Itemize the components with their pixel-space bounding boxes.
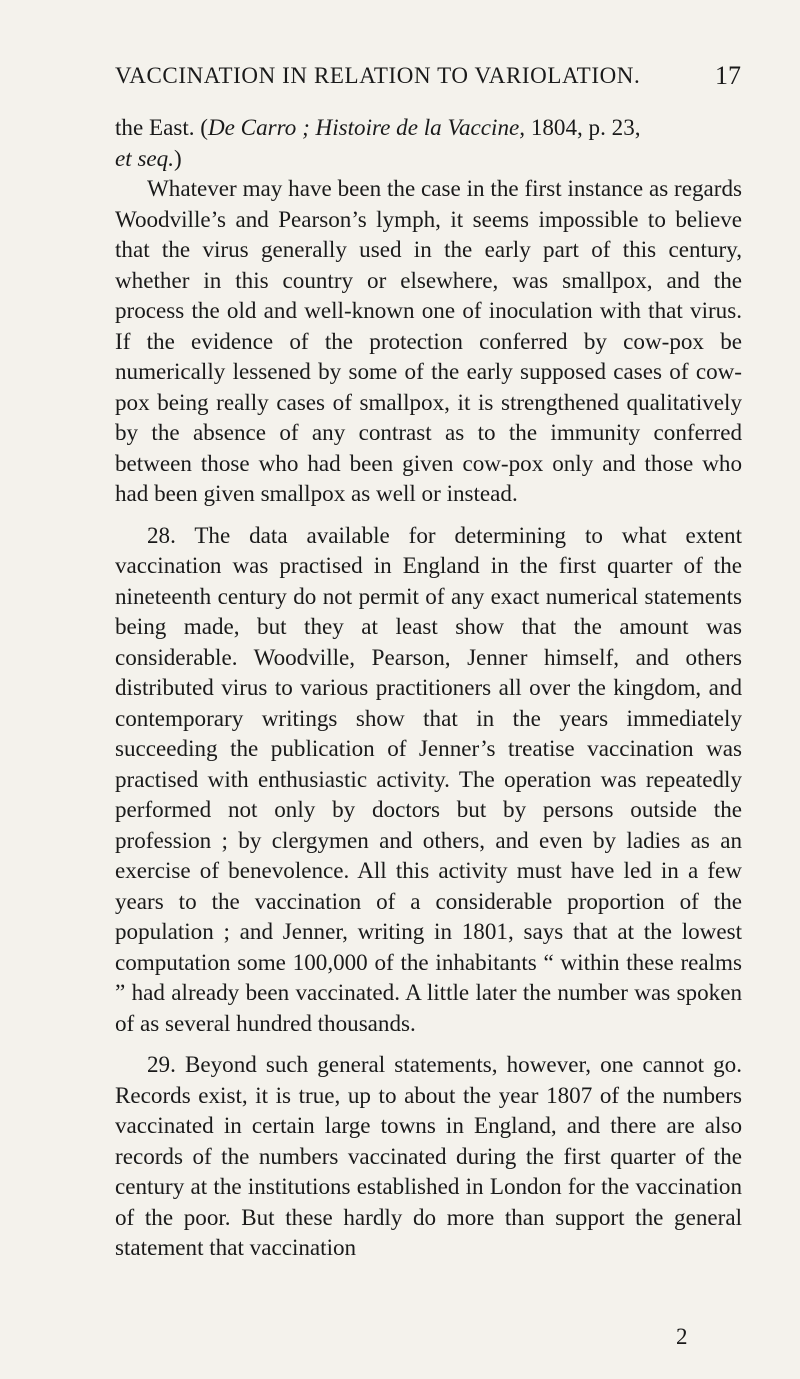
page-number: 17 <box>715 61 741 90</box>
running-title: VACCINATION IN RELATION TO VARIOLATION. <box>115 63 641 88</box>
paragraph-whatever: Whatever may have been the case in the first instance as regards Woodville’s and Pearson’s lymph, it seems impossible to believe that the virus generally used in the early part of this century, whether in this country or elsewhere, was smallpox, and the process the old and well-known one of inoculation with that virus. If the evidence of the protection conferred by cow-pox be numerically lessened by some of the early supposed cases of cow-pox being really cases of smallpox, it is strengthened qualitatively by the absence of any contrast as to the immunity conferred between those who had been given cow-pox only and those who had been given smallpox as well or instead. <box>115 175 742 506</box>
continuation-text <box>115 112 742 173</box>
paragraph-29: 29. Beyond such general statements, however, one cannot go. Records exist, it is true, up to about the year 1807 of the numbers vaccinated in certain large towns in England, and there are also records of the numbers vaccinated during the first quarter of the century at the institutions established in London for the vaccination of the poor. But these hardly do more than support the general statement that vaccination <box>115 1051 742 1260</box>
continuation-pre: the East. ( <box>115 114 208 140</box>
continuation-post: ) <box>174 144 182 171</box>
et-seq: et seq. <box>115 144 174 171</box>
citation-details: 1804, p. 23, <box>525 114 641 140</box>
running-head <box>115 63 741 95</box>
signature-mark: 2 <box>676 1324 688 1349</box>
body-text <box>115 112 742 1263</box>
paragraph-28: 28. The data available for determining to what extent vaccination was practised in England in the first quarter of the nineteenth century do not permit of any exact numerical statements being made, but they at least show that the amount was considerable. Woodville, Pearson, Jenner himself, and others distributed virus to various practitioners all over the kingdom, and contemporary writings show that in the years immediately succeeding the publication of Jenner’s treatise vaccination was practised with enthusiastic activity. The operation was repeatedly performed not only by doctors but by persons outside the profession ; by clergymen and others, and even by ladies as an exercise of benevolence. All this activity must have led in a few years to the vaccination of a considerable proportion of the population ; and Jenner, writing in 1801, says that at the lowest computation some 100,000 of the inhabitants “ within these realms ” had already been vaccinated. A little later the number was spoken of as several hundred thousands. <box>115 521 742 1036</box>
citation-title: De Carro ; Histoire de la Vaccine, <box>207 114 526 140</box>
